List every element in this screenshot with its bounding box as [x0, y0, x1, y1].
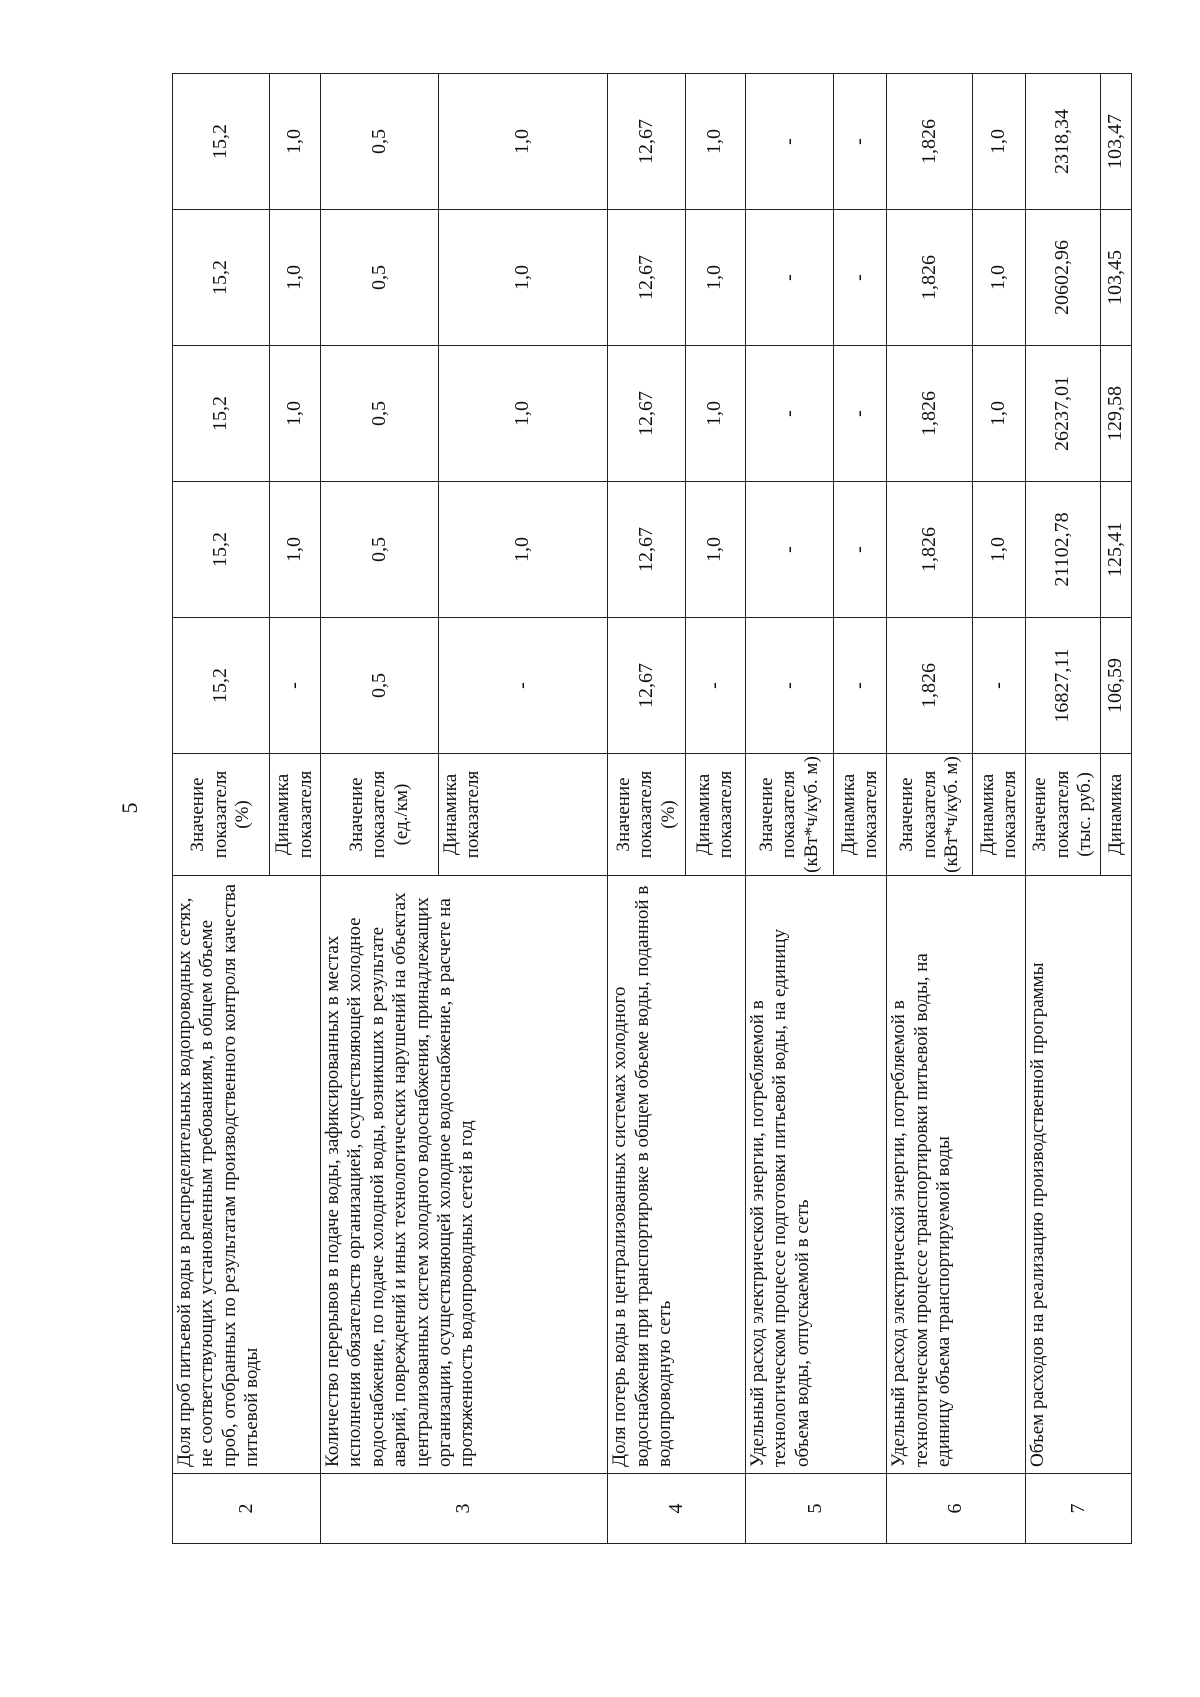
value-cell: -: [745, 74, 833, 210]
indicator-description: Доля потерь воды в централизованных системах холодного водоснабжения при транспортировке в общем объеме воды, поданной в водопроводную сеть: [608, 876, 745, 1474]
value-cell: 26237,01: [1025, 346, 1100, 482]
indicator-value-label: Значение показателя (ед./км): [320, 754, 438, 876]
value-cell: 12,67: [608, 210, 685, 346]
row-number: 5: [745, 1474, 887, 1544]
value-cell: -: [438, 618, 608, 754]
value-cell: -: [685, 618, 745, 754]
value-cell: 15,2: [173, 482, 270, 618]
value-cell: 1,826: [887, 74, 973, 210]
value-cell: 1,0: [685, 210, 745, 346]
value-cell: 106,59: [1101, 618, 1132, 754]
value-cell: 12,67: [608, 346, 685, 482]
value-cell: 1,826: [887, 618, 973, 754]
indicator-description: Удельный расход электрической энергии, потребляемой в технологическом процессе подготовки питьевой воды, на единицу объема воды, отпускаемой в сеть: [745, 876, 887, 1474]
value-cell: 2318,34: [1025, 74, 1100, 210]
value-cell: -: [833, 74, 887, 210]
value-cell: 1,0: [973, 346, 1026, 482]
value-cell: 1,0: [438, 482, 608, 618]
value-cell: 15,2: [173, 74, 270, 210]
table-row: [745, 74, 833, 1544]
indicator-dynamics-label: Динамика показателя: [685, 754, 745, 876]
value-cell: 1,0: [685, 482, 745, 618]
value-cell: 129,58: [1101, 346, 1132, 482]
value-cell: 125,41: [1101, 482, 1132, 618]
value-cell: -: [745, 618, 833, 754]
value-cell: 1,0: [438, 74, 608, 210]
value-cell: 15,2: [173, 618, 270, 754]
page-number: 5: [117, 802, 142, 814]
table-row: [1025, 74, 1100, 1544]
value-cell: -: [833, 346, 887, 482]
value-cell: 1,0: [269, 482, 320, 618]
indicator-dynamics-label: Динамика показателя: [973, 754, 1026, 876]
value-cell: 1,826: [887, 210, 973, 346]
value-cell: 21102,78: [1025, 482, 1100, 618]
value-cell: 1,0: [438, 210, 608, 346]
row-number: 4: [608, 1474, 745, 1544]
rotated-page-content: [172, 74, 1132, 1544]
value-cell: 1,0: [269, 210, 320, 346]
value-cell: -: [833, 482, 887, 618]
value-cell: 12,67: [608, 74, 685, 210]
value-cell: 1,0: [973, 74, 1026, 210]
value-cell: 103,47: [1101, 74, 1132, 210]
indicator-value-label: Значение показателя (%): [608, 754, 685, 876]
value-cell: 1,0: [973, 482, 1026, 618]
value-cell: -: [973, 618, 1026, 754]
value-cell: 20602,96: [1025, 210, 1100, 346]
row-number: 6: [887, 1474, 1025, 1544]
value-cell: -: [833, 210, 887, 346]
value-cell: -: [745, 210, 833, 346]
value-cell: 16827,11: [1025, 618, 1100, 754]
row-number: 7: [1025, 1474, 1131, 1544]
value-cell: -: [269, 618, 320, 754]
value-cell: 0,5: [320, 482, 438, 618]
value-cell: -: [745, 346, 833, 482]
indicator-description: Объем расходов на реализацию производственной программы: [1025, 876, 1131, 1474]
indicator-dynamics-label: Динамика показателя: [438, 754, 608, 876]
row-number: 2: [173, 1474, 321, 1544]
value-cell: -: [833, 618, 887, 754]
indicator-description: Доля проб питьевой воды в распределительных водопроводных сетях, не соответствующих установленным требованиям, в общем объеме проб, отобранных по результатам производственного контроля качества питьевой воды: [173, 876, 321, 1474]
value-cell: 1,0: [973, 210, 1026, 346]
value-cell: 103,45: [1101, 210, 1132, 346]
table-row: [320, 74, 438, 1544]
table-row: [608, 74, 685, 1544]
indicator-description: Удельный расход электрической энергии, потребляемой в технологическом процессе транспортировки питьевой воды, на единицу объема транспортируемой воды: [887, 876, 1025, 1474]
value-cell: 1,826: [887, 482, 973, 618]
value-cell: 1,0: [269, 346, 320, 482]
value-cell: 15,2: [173, 346, 270, 482]
indicator-dynamics-label: Динамика показателя: [833, 754, 887, 876]
value-cell: 1,0: [438, 346, 608, 482]
indicator-dynamics-label: Динамика показателя: [269, 754, 320, 876]
value-cell: 1,0: [269, 74, 320, 210]
value-cell: 0,5: [320, 74, 438, 210]
value-cell: 12,67: [608, 618, 685, 754]
value-cell: 0,5: [320, 210, 438, 346]
value-cell: 0,5: [320, 618, 438, 754]
indicators-table: [172, 73, 1132, 1544]
value-cell: 1,0: [685, 74, 745, 210]
indicator-value-label: Значение показателя (%): [173, 754, 270, 876]
indicator-value-label: Значение показателя (кВт*ч/куб. м): [887, 754, 973, 876]
indicator-description: Количество перерывов в подаче воды, зафиксированных в местах исполнения обязательств организацией, осуществляющей холодное водоснабжение, по подаче холодной воды, возникших в результате аварий, повреждений и иных технологических нарушений на объектах централизованных систем холодного водоснабжения, принадлежащих организации, осуществляющей холодное водоснабжение, в расчете на протяженность водопроводных сетей в год: [320, 876, 608, 1474]
value-cell: 1,0: [685, 346, 745, 482]
indicator-value-label: Значение показателя (кВт*ч/куб. м): [745, 754, 833, 876]
row-number: 3: [320, 1474, 608, 1544]
indicator-dynamics-label: Динамика: [1101, 754, 1132, 876]
table-body: [173, 74, 1132, 1544]
table-row: [887, 74, 973, 1544]
value-cell: 12,67: [608, 482, 685, 618]
value-cell: 0,5: [320, 346, 438, 482]
value-cell: -: [745, 482, 833, 618]
value-cell: 15,2: [173, 210, 270, 346]
value-cell: 1,826: [887, 346, 973, 482]
indicator-value-label: Значение показателя (тыс. руб.): [1025, 754, 1100, 876]
table-row: [173, 74, 270, 1544]
